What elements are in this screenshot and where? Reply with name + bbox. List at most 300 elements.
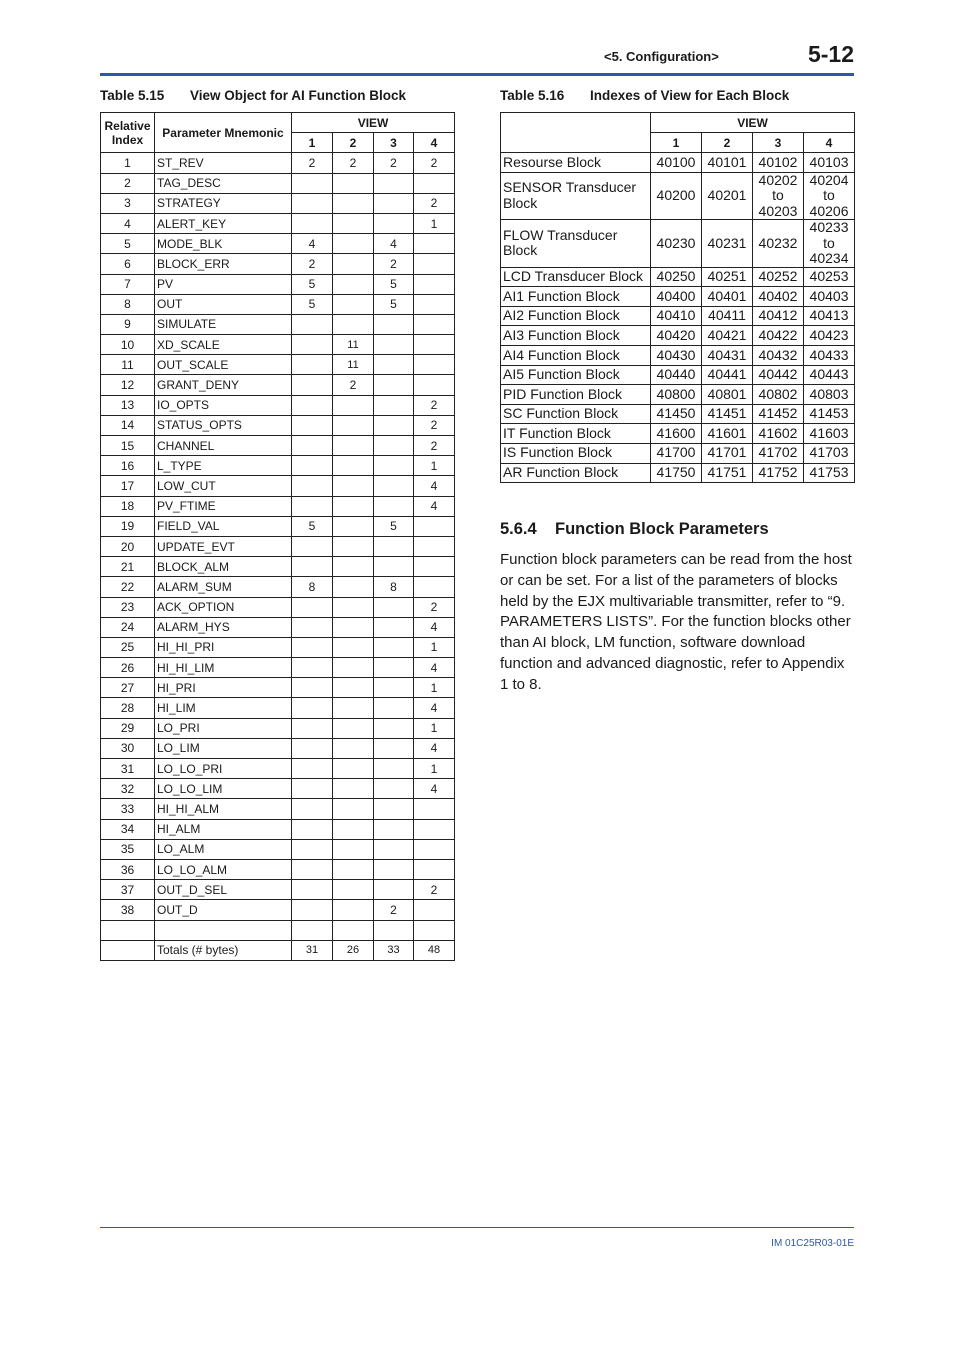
table-row: [101, 698, 455, 718]
table-row: [501, 365, 855, 385]
index-value-cell: 41451: [702, 404, 753, 424]
view-value-cell: 1: [414, 718, 455, 738]
caption-number: Table 5.15: [100, 88, 165, 103]
mnemonic-cell: SIMULATE: [155, 314, 292, 334]
view-value-cell: 1: [414, 678, 455, 698]
view-value-cell: [292, 859, 333, 879]
table-row: [101, 355, 455, 375]
body-paragraph: Function block parameters can be read from the host or can be set. For a list of the parameters of blocks held by the EJX multivariable transmitter, refer to “9.: [500, 551, 852, 610]
section-heading: [500, 520, 769, 539]
table-row: [501, 172, 855, 220]
block-name-cell: AI4 Function Block: [501, 345, 651, 365]
view-value-cell: [333, 718, 374, 738]
index-cell: 16: [101, 456, 155, 476]
view-value-cell: [374, 193, 414, 213]
index-value-cell: 40423: [804, 326, 855, 346]
index-cell: 12: [101, 375, 155, 395]
caption-title: Indexes of View for Each Block: [590, 88, 790, 103]
view-value-cell: [333, 516, 374, 536]
view-value-cell: [414, 859, 455, 879]
index-value-cell: 40800: [651, 385, 702, 405]
view-value-cell: 2: [414, 880, 455, 900]
block-name-cell: AR Function Block: [501, 463, 651, 483]
mnemonic-cell: PV_FTIME: [155, 496, 292, 516]
block-name-cell: AI5 Function Block: [501, 365, 651, 385]
view-value-cell: [374, 415, 414, 435]
block-name-cell: PID Function Block: [501, 385, 651, 405]
index-value-cell: 40251: [702, 267, 753, 287]
view-value-cell: [292, 637, 333, 657]
table-row: [501, 345, 855, 365]
table-row: [101, 496, 455, 516]
view-value-cell: 2: [414, 153, 455, 173]
table-row: [501, 443, 855, 463]
index-value-cell: 40443: [804, 365, 855, 385]
view-value-cell: [292, 173, 333, 193]
index-value-cell: 40433: [804, 345, 855, 365]
view-value-cell: [374, 213, 414, 233]
view-value-cell: [374, 536, 414, 556]
view-value-cell: 1: [414, 637, 455, 657]
view-value-cell: 1: [414, 213, 455, 233]
view-value-cell: [292, 536, 333, 556]
table-row: [101, 658, 455, 678]
index-cell: 36: [101, 859, 155, 879]
table-row: [101, 597, 455, 617]
view-value-cell: 4: [374, 234, 414, 254]
index-value-cell: 40412: [753, 306, 804, 326]
mnemonic-cell: ACK_OPTION: [155, 597, 292, 617]
table-row: [101, 456, 455, 476]
view-value-cell: [333, 456, 374, 476]
view-value-cell: [333, 859, 374, 879]
table-row: [501, 463, 855, 483]
table-row: [101, 436, 455, 456]
index-value-cell: 40441: [702, 365, 753, 385]
view-value-cell: [292, 779, 333, 799]
view-value-cell: [333, 880, 374, 900]
index-value-cell: 40401: [702, 287, 753, 307]
view-value-cell: [414, 294, 455, 314]
mnemonic-cell: ST_REV: [155, 153, 292, 173]
mnemonic-cell: LO_ALM: [155, 839, 292, 859]
view-col-header: 3: [374, 133, 414, 153]
view-value-cell: [414, 920, 455, 940]
view-value-cell: 2: [292, 153, 333, 173]
index-value-cell: 40413: [804, 306, 855, 326]
document-id: IM 01C25R03-01E: [771, 1238, 854, 1249]
table-row: [101, 920, 455, 940]
index-value-cell: 40230: [651, 220, 702, 268]
table-5-16-caption: [500, 88, 789, 103]
view-value-cell: [374, 799, 414, 819]
view-value-cell: [414, 839, 455, 859]
view-value-cell: [292, 678, 333, 698]
index-value-cell: 40250: [651, 267, 702, 287]
view-value-cell: [292, 698, 333, 718]
index-value-cell: 41450: [651, 404, 702, 424]
view-value-cell: 5: [292, 274, 333, 294]
view-value-cell: [374, 375, 414, 395]
view-col-header: 4: [804, 133, 855, 153]
index-cell: 1: [101, 153, 155, 173]
view-value-cell: [374, 335, 414, 355]
view-value-cell: [333, 213, 374, 233]
table-row: [101, 940, 455, 960]
view-value-cell: [333, 314, 374, 334]
view-col-header: 4: [414, 133, 455, 153]
index-value-cell: 40442: [753, 365, 804, 385]
view-value-cell: 26: [333, 940, 374, 960]
view-value-cell: 2: [414, 193, 455, 213]
view-value-cell: [333, 698, 374, 718]
index-value-cell: 40402: [753, 287, 804, 307]
index-cell: 14: [101, 415, 155, 435]
view-value-cell: [292, 617, 333, 637]
view-value-cell: [374, 395, 414, 415]
table-row: [101, 718, 455, 738]
view-header: VIEW: [651, 113, 855, 133]
table-row: [101, 637, 455, 657]
view-col-header: 1: [292, 133, 333, 153]
index-cell: 13: [101, 395, 155, 415]
view-value-cell: [333, 415, 374, 435]
view-value-cell: [374, 738, 414, 758]
table-row: [101, 254, 455, 274]
mnemonic-cell: PV: [155, 274, 292, 294]
index-value-cell: 40400: [651, 287, 702, 307]
view-value-cell: [374, 678, 414, 698]
index-cell: 37: [101, 880, 155, 900]
view-value-cell: 2: [333, 153, 374, 173]
view-value-cell: [292, 799, 333, 819]
view-value-cell: [292, 335, 333, 355]
view-value-cell: 4: [414, 658, 455, 678]
index-cell: 19: [101, 516, 155, 536]
table-row: [101, 759, 455, 779]
view-value-cell: [292, 738, 333, 758]
table-5-15-caption: [100, 88, 406, 103]
mnemonic-cell: L_TYPE: [155, 456, 292, 476]
view-value-cell: [292, 557, 333, 577]
view-value-cell: [414, 536, 455, 556]
index-value-cell: 41750: [651, 463, 702, 483]
table-row: [101, 880, 455, 900]
view-value-cell: [292, 597, 333, 617]
table-row: [101, 193, 455, 213]
view-value-cell: 2: [374, 153, 414, 173]
index-value-cell: 41602: [753, 424, 804, 444]
view-value-cell: [374, 456, 414, 476]
block-name-cell: SC Function Block: [501, 404, 651, 424]
view-value-cell: [374, 476, 414, 496]
index-cell: 11: [101, 355, 155, 375]
index-cell: 6: [101, 254, 155, 274]
table-row: [101, 335, 455, 355]
mnemonic-cell: LO_LO_ALM: [155, 859, 292, 879]
table-row: [101, 153, 455, 173]
view-value-cell: [333, 637, 374, 657]
view-value-cell: [374, 839, 414, 859]
table-row: [501, 220, 855, 268]
table-row: [501, 267, 855, 287]
view-value-cell: [333, 738, 374, 758]
view-value-cell: 2: [414, 395, 455, 415]
view-value-cell: [292, 880, 333, 900]
mnemonic-cell: OUT_D_SEL: [155, 880, 292, 900]
index-value-cell: 40252: [753, 267, 804, 287]
index-cell: 38: [101, 900, 155, 920]
index-cell: 28: [101, 698, 155, 718]
view-value-cell: 2: [333, 375, 374, 395]
table-row: [101, 234, 455, 254]
index-value-cell: 40232: [753, 220, 804, 268]
block-name-cell: SENSOR Transducer Block: [501, 172, 651, 220]
view-value-cell: [414, 335, 455, 355]
view-value-cell: 4: [414, 738, 455, 758]
view-value-cell: [374, 658, 414, 678]
index-value-cell: 41701: [702, 443, 753, 463]
view-value-cell: [333, 597, 374, 617]
view-value-cell: [374, 617, 414, 637]
index-cell: 32: [101, 779, 155, 799]
index-value-cell: 40420: [651, 326, 702, 346]
view-index-table: [500, 112, 855, 483]
index-cell: 22: [101, 577, 155, 597]
view-value-cell: [374, 880, 414, 900]
index-cell: 30: [101, 738, 155, 758]
view-value-cell: [333, 476, 374, 496]
view-value-cell: 2: [414, 415, 455, 435]
index-cell: 21: [101, 557, 155, 577]
view-value-cell: [333, 173, 374, 193]
index-cell: 17: [101, 476, 155, 496]
view-value-cell: 2: [374, 254, 414, 274]
relative-index-header: Relative Index: [101, 113, 155, 153]
view-value-cell: [292, 759, 333, 779]
block-name-cell: IS Function Block: [501, 443, 651, 463]
mnemonic-cell: OUT_D: [155, 900, 292, 920]
view-value-cell: 11: [333, 355, 374, 375]
caption-number: Table 5.16: [500, 88, 565, 103]
index-value-cell: 41600: [651, 424, 702, 444]
block-name-cell: AI3 Function Block: [501, 326, 651, 346]
view-header: VIEW: [292, 113, 455, 133]
table-row: [101, 536, 455, 556]
view-value-cell: [374, 173, 414, 193]
table-row: [101, 173, 455, 193]
mnemonic-cell: ALARM_SUM: [155, 577, 292, 597]
view-value-cell: [374, 355, 414, 375]
index-cell: 27: [101, 678, 155, 698]
view-value-cell: [292, 839, 333, 859]
index-cell: 20: [101, 536, 155, 556]
mnemonic-cell: BLOCK_ERR: [155, 254, 292, 274]
index-value-cell: 41753: [804, 463, 855, 483]
index-value-cell: 40430: [651, 345, 702, 365]
table-row: [501, 287, 855, 307]
view-value-cell: [292, 819, 333, 839]
table-row: [101, 415, 455, 435]
view-value-cell: [414, 314, 455, 334]
index-cell: [101, 940, 155, 960]
view-value-cell: 4: [292, 234, 333, 254]
view-value-cell: [333, 557, 374, 577]
table-row: [101, 577, 455, 597]
view-value-cell: [292, 395, 333, 415]
view-value-cell: [374, 557, 414, 577]
index-value-cell: 40403: [804, 287, 855, 307]
index-value-cell: 41751: [702, 463, 753, 483]
view-value-cell: 11: [333, 335, 374, 355]
table-row: [101, 375, 455, 395]
view-value-cell: 4: [414, 779, 455, 799]
index-value-cell: 40102: [753, 153, 804, 173]
index-value-cell: 40411: [702, 306, 753, 326]
index-value-cell: 41752: [753, 463, 804, 483]
index-cell: 31: [101, 759, 155, 779]
table-row: [101, 516, 455, 536]
view-value-cell: 5: [374, 516, 414, 536]
index-value-cell: 40802: [753, 385, 804, 405]
view-value-cell: [374, 496, 414, 516]
view-value-cell: 4: [414, 496, 455, 516]
view-value-cell: 48: [414, 940, 455, 960]
view-value-cell: [333, 920, 374, 940]
mnemonic-cell: [155, 920, 292, 940]
page-number: 5-12: [807, 41, 854, 67]
index-cell: 35: [101, 839, 155, 859]
table-row: [101, 799, 455, 819]
index-value-cell: 40103: [804, 153, 855, 173]
view-value-cell: [333, 839, 374, 859]
view-object-table: [100, 112, 455, 961]
view-col-header: 2: [333, 133, 374, 153]
index-value-cell: 40201: [702, 172, 753, 220]
view-value-cell: [333, 536, 374, 556]
mnemonic-cell: ALARM_HYS: [155, 617, 292, 637]
mnemonic-cell: CHANNEL: [155, 436, 292, 456]
index-value-cell: 40233 to 40234: [804, 220, 855, 268]
block-name-cell: IT Function Block: [501, 424, 651, 444]
view-value-cell: [292, 496, 333, 516]
view-value-cell: [333, 900, 374, 920]
view-value-cell: [414, 577, 455, 597]
index-value-cell: 40100: [651, 153, 702, 173]
index-value-cell: 40204 to 40206: [804, 172, 855, 220]
mnemonic-cell: OUT_SCALE: [155, 355, 292, 375]
index-cell: 24: [101, 617, 155, 637]
mnemonic-cell: UPDATE_EVT: [155, 536, 292, 556]
table-row: [101, 819, 455, 839]
index-cell: 7: [101, 274, 155, 294]
table-row: [101, 213, 455, 233]
table-row: [101, 738, 455, 758]
view-value-cell: [292, 375, 333, 395]
index-value-cell: 41603: [804, 424, 855, 444]
index-value-cell: 40253: [804, 267, 855, 287]
view-value-cell: [333, 819, 374, 839]
view-value-cell: [292, 476, 333, 496]
table-row: [101, 617, 455, 637]
block-name-cell: FLOW Transducer Block: [501, 220, 651, 268]
table-row: [101, 900, 455, 920]
mnemonic-cell: ALERT_KEY: [155, 213, 292, 233]
view-value-cell: 2: [414, 597, 455, 617]
view-value-cell: [374, 920, 414, 940]
index-cell: 5: [101, 234, 155, 254]
index-cell: 34: [101, 819, 155, 839]
view-value-cell: [414, 254, 455, 274]
mnemonic-cell: STATUS_OPTS: [155, 415, 292, 435]
parameter-mnemonic-header: Parameter Mnemonic: [155, 113, 292, 153]
mnemonic-cell: LO_LO_PRI: [155, 759, 292, 779]
block-name-cell: Resourse Block: [501, 153, 651, 173]
view-value-cell: [374, 314, 414, 334]
view-value-cell: 4: [414, 617, 455, 637]
view-value-cell: [414, 799, 455, 819]
view-value-cell: 5: [374, 274, 414, 294]
mnemonic-cell: Totals (# bytes): [155, 940, 292, 960]
view-value-cell: 8: [374, 577, 414, 597]
view-value-cell: [374, 759, 414, 779]
table-row: [101, 839, 455, 859]
view-value-cell: [333, 395, 374, 415]
view-value-cell: [414, 173, 455, 193]
mnemonic-cell: HI_HI_PRI: [155, 637, 292, 657]
view-value-cell: [333, 759, 374, 779]
view-value-cell: 8: [292, 577, 333, 597]
index-cell: 10: [101, 335, 155, 355]
view-value-cell: 1: [414, 759, 455, 779]
view-value-cell: [292, 920, 333, 940]
mnemonic-cell: OUT: [155, 294, 292, 314]
view-value-cell: [292, 456, 333, 476]
index-value-cell: 40101: [702, 153, 753, 173]
index-value-cell: 41702: [753, 443, 804, 463]
view-value-cell: [292, 355, 333, 375]
mnemonic-cell: HI_HI_LIM: [155, 658, 292, 678]
mnemonic-cell: LO_LO_LIM: [155, 779, 292, 799]
block-name-cell: AI2 Function Block: [501, 306, 651, 326]
index-cell: 8: [101, 294, 155, 314]
table-row: [501, 385, 855, 405]
mnemonic-cell: LO_PRI: [155, 718, 292, 738]
body-paragraph: PARAMETERS LISTS”. For the function blocks other than AI block, LM function, software download function and advanced diagnostic, refer to Appendix 1 to 8.: [500, 613, 851, 693]
mnemonic-cell: TAG_DESC: [155, 173, 292, 193]
index-value-cell: 40410: [651, 306, 702, 326]
view-value-cell: [333, 496, 374, 516]
view-value-cell: [374, 819, 414, 839]
mnemonic-cell: HI_ALM: [155, 819, 292, 839]
view-value-cell: [374, 597, 414, 617]
index-value-cell: 40431: [702, 345, 753, 365]
view-value-cell: [333, 799, 374, 819]
view-value-cell: [292, 658, 333, 678]
view-value-cell: [333, 658, 374, 678]
mnemonic-cell: FIELD_VAL: [155, 516, 292, 536]
view-value-cell: [333, 779, 374, 799]
view-value-cell: 5: [292, 516, 333, 536]
view-value-cell: [414, 516, 455, 536]
index-value-cell: 40202 to 40203: [753, 172, 804, 220]
view-col-header: 2: [702, 133, 753, 153]
view-value-cell: [374, 637, 414, 657]
table-row: [101, 678, 455, 698]
view-value-cell: [374, 436, 414, 456]
section-number: 5.6.4: [500, 520, 537, 538]
view-value-cell: [292, 436, 333, 456]
